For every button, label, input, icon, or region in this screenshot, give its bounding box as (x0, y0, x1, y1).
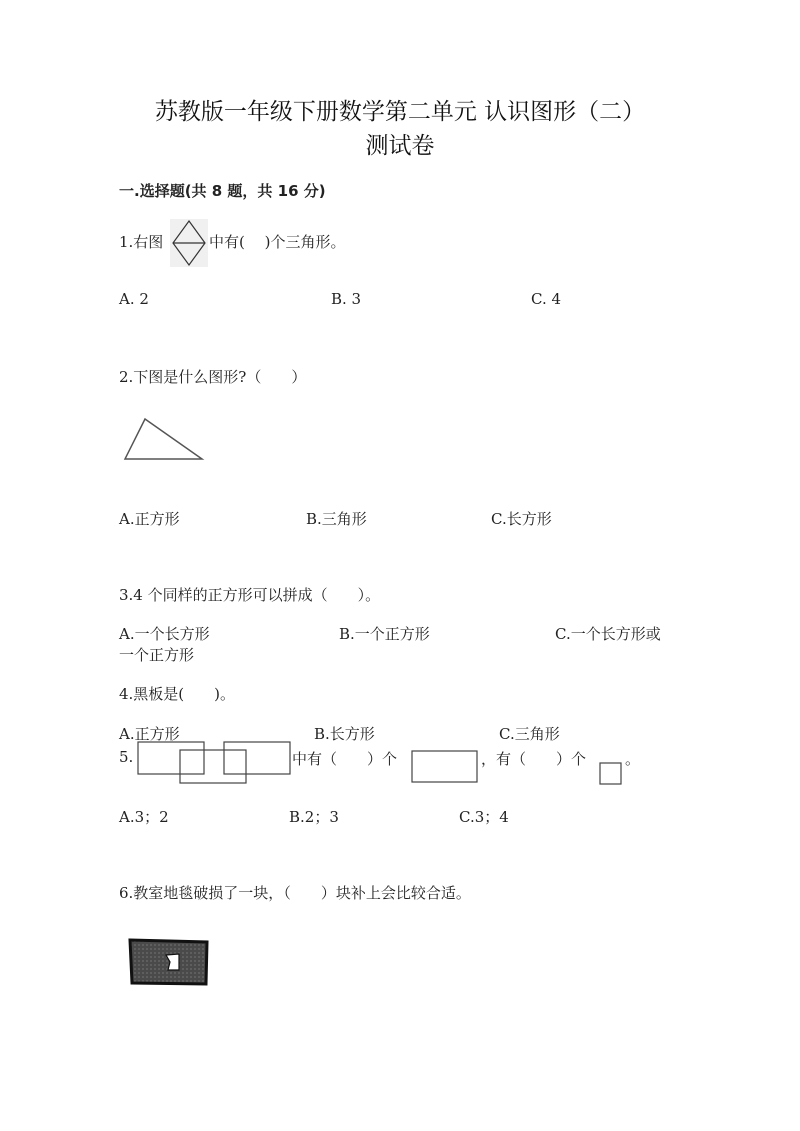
page-title-line2: 测试卷 (365, 133, 435, 159)
rhombus-figure (170, 219, 208, 267)
q1-option-c[interactable]: C. 4 (531, 290, 562, 308)
question-5-prefix: 5. (119, 748, 134, 766)
carpet-figure (122, 936, 212, 988)
question-5-middle1: 中有（ ）个 (292, 750, 398, 768)
q4-option-a[interactable]: A.正方形 (119, 725, 180, 743)
q2-option-b[interactable]: B.三角形 (306, 510, 367, 528)
question-1-suffix: 中有( )个三角形。 (209, 233, 346, 251)
q3-option-b[interactable]: B.一个正方形 (339, 625, 430, 643)
q4-option-b[interactable]: B.长方形 (314, 725, 375, 743)
section-heading: 一.选择题(共 8 题，共 16 分) (119, 182, 326, 200)
question-6-text: 6.教室地毯破损了一块，（ ）块补上会比较合适。 (119, 884, 471, 902)
square-shape (599, 762, 623, 786)
question-4-text: 4.黑板是( )。 (119, 685, 236, 703)
q2-option-a[interactable]: A.正方形 (119, 510, 180, 528)
triangle-figure (120, 415, 206, 463)
question-1-prefix: 1.右图 (119, 233, 164, 251)
q5-option-a[interactable]: A.3；2 (119, 808, 169, 826)
overlapping-rectangles-figure (137, 741, 293, 785)
q3-option-a[interactable]: A.一个长方形 (119, 625, 210, 643)
q4-option-c[interactable]: C.三角形 (499, 725, 560, 743)
q3-option-c[interactable]: C.一个长方形或 (555, 625, 661, 643)
q5-option-b[interactable]: B.2；3 (289, 808, 339, 826)
q3-option-c-continued: 一个正方形 (119, 646, 195, 664)
q2-option-c[interactable]: C.长方形 (491, 510, 552, 528)
rectangle-shape (411, 750, 479, 784)
page-title: 苏教版一年级下册数学第二单元 认识图形（二） (154, 99, 646, 125)
q1-option-a[interactable]: A. 2 (119, 290, 149, 308)
question-5-end: 。 (625, 750, 641, 768)
q5-option-c[interactable]: C.3；4 (459, 808, 509, 826)
question-5-middle2: ，有（ ）个 (481, 750, 587, 768)
question-2-text: 2.下图是什么图形?（ ） (119, 368, 307, 386)
q1-option-b[interactable]: B. 3 (331, 290, 362, 308)
question-3-text: 3.4 个同样的正方形可以拼成（ ）。 (119, 586, 381, 604)
